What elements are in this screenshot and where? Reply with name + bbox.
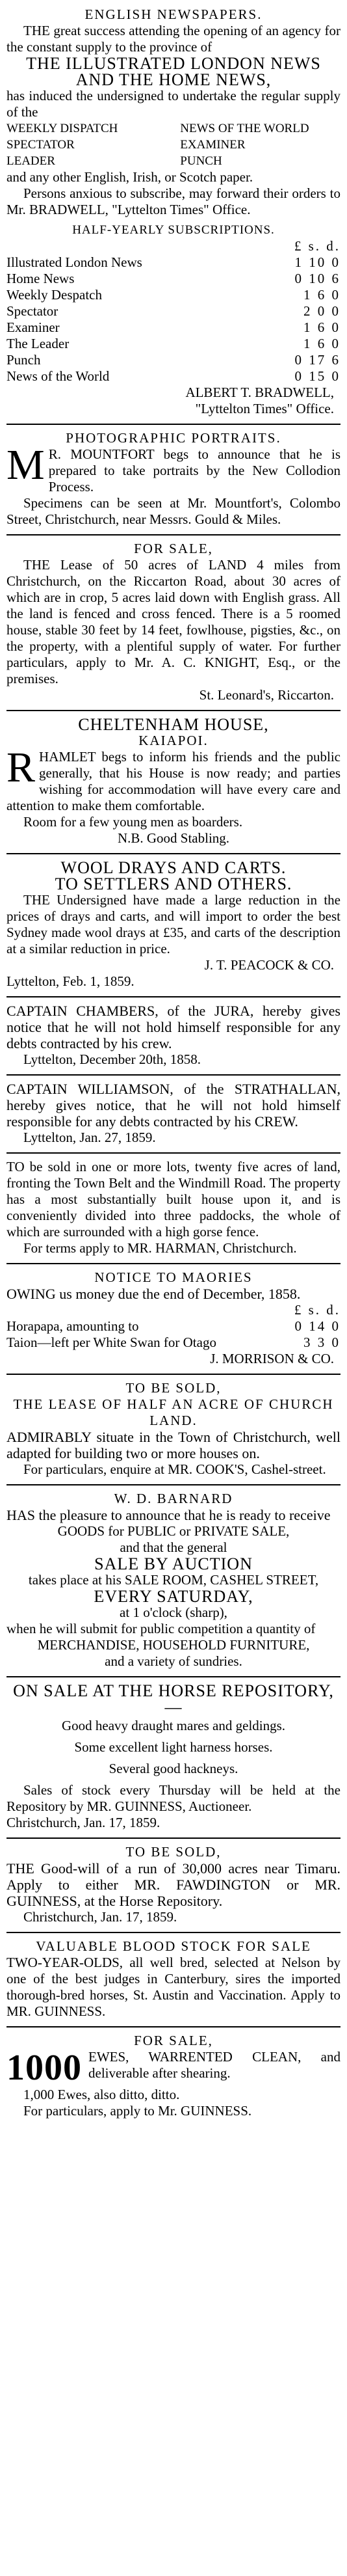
ad-title: W. D. BARNARD: [114, 1491, 233, 1506]
ad-body: Persons anxious to subscribe, may forward their orders to Mr. BRADWELL, "Lyttelton Times" Office.: [6, 185, 341, 217]
date: Lyttelton, Feb. 1, 1859.: [6, 973, 135, 989]
list-item: WEEKLY DISPATCH: [6, 122, 118, 135]
ad-body: has induced the undersigned to undertake the regular supply of the: [6, 88, 341, 120]
ad-line: For particulars, apply to Mr. GUINNESS.: [23, 2103, 252, 2119]
list-item: LEADER: [6, 154, 55, 168]
ad-body: and any other English, Irish, or Scotch paper.: [6, 169, 253, 185]
paper-title: THE ILLUSTRATED LONDON NEWS: [26, 54, 321, 73]
barnard-ad: [6, 1485, 341, 1676]
ad-body: THE Good-will of a run of 30,000 acres near Timaru. Apply to either MR. FAWDINGTON or MR. GUINNESS, at the Horse Repository.: [6, 1860, 341, 1909]
table-row: Spectator 2 0 0: [6, 303, 341, 319]
table-header: £ s. d.: [294, 1302, 341, 1318]
ad-body: Room for a few young men as boarders.: [23, 814, 243, 830]
ad-line: Several good hackneys.: [109, 1761, 238, 1776]
ad-line: 1,000 Ewes, also ditto, ditto.: [23, 2087, 180, 2102]
subscriptions-title: HALF-YEARLY SUBSCRIPTIONS.: [72, 223, 275, 237]
ad-body: R. MOUNTFORT begs to announce that he is prepared to take portraits by the New Collodion Process.: [48, 446, 341, 495]
drop-cap: M: [6, 441, 45, 489]
table-row: Home News 0 10 6: [6, 271, 341, 286]
table-row: News of the World 0 15 0: [6, 368, 341, 384]
paper-list: [6, 120, 341, 169]
ad-body: HAMLET begs to inform his friends and the public generally, that his House is now ready; and parties wishing for accommodation will have every care and attention to make them comfortable.: [6, 749, 341, 813]
table-row: Horapapa, amounting to 0 14 0: [6, 1318, 341, 1334]
ad-line: Good heavy draught mares and geldings.: [61, 1718, 286, 1733]
maories-notice: [6, 1264, 341, 1374]
town-belt-ad: [6, 1154, 341, 1263]
run-sale-ad: [6, 1839, 341, 1932]
list-item: PUNCH: [180, 154, 222, 168]
ad-title: VALUABLE BLOOD STOCK FOR SALE: [36, 1938, 311, 1954]
list-item: EXAMINER: [180, 138, 246, 152]
signature: ALBERT T. BRADWELL,: [185, 385, 334, 400]
horse-repository-ad: [6, 1677, 341, 1837]
ad-title: TO BE SOLD,: [125, 1380, 222, 1396]
ad-body: CAPTAIN CHAMBERS, of the JURA, hereby gives notice that he will not hold himself responsible for any debts contracted by his crew.: [6, 1003, 341, 1051]
ad-title: FOR SALE,: [134, 2033, 213, 2048]
ad-line: takes place at his SALE ROOM, CASHEL STREET,: [28, 1572, 319, 1588]
ad-body: when he will submit for public competition a quantity of: [6, 1621, 316, 1636]
table-row: Illustrated London News 1 10 0: [6, 254, 341, 270]
ad-body: Sales of stock every Thursday will be held at the Repository by MR. GUINNESS, Auctioneer.: [6, 1782, 341, 1814]
table-row: Examiner 1 6 0: [6, 319, 341, 335]
ad-subtitle: THE LEASE OF HALF AN ACRE OF CHURCH LAND.: [13, 1396, 334, 1428]
date: Lyttelton, December 20th, 1858.: [23, 1051, 201, 1067]
ad-subtitle: TO SETTLERS AND OTHERS.: [55, 874, 292, 893]
table-row: Taion—left per White Swan for Otago 3 3 0: [6, 1335, 341, 1350]
wool-drays-ad: [6, 854, 341, 996]
ewes-count: 1000: [6, 2048, 82, 2088]
ad-body: THE Undersigned have made a large reduction in the prices of drays and carts, and will import to order the best Sydney made wool drays at £35, and carts of the description at a similar reduction in price.: [6, 892, 341, 956]
ad-subtitle: KAIAPOI.: [138, 733, 209, 748]
ad-body: For particulars, enquire at MR. COOK'S, Cashel-street.: [23, 1461, 326, 1477]
ad-body: THE Lease of 50 acres of LAND 4 miles from Christchurch, on the Riccarton Road, about 30 acres of which are in crop, 5 acres laid down with English grass. All the land is fenced and cross fenced. There is a 5 roomed house, stable 30 feet by 14 feet, fowlhouse, pigsties, &c., on the property, with a plentiful supply of water. For further particulars, apply to Mr. A. C. KNIGHT, Esq., or the premises.: [6, 557, 341, 686]
date: Lyttelton, Jan. 27, 1859.: [23, 1130, 156, 1145]
ad-line: Some excellent light harness horses.: [74, 1739, 273, 1755]
newspaper-column: [6, 0, 341, 2126]
ad-line: MERCHANDISE, HOUSEHOLD FURNITURE,: [37, 1637, 310, 1653]
ad-line: GOODS for PUBLIC or PRIVATE SALE,: [57, 1523, 290, 1539]
address: St. Leonard's, Riccarton.: [199, 687, 334, 703]
ad-line: at 1 o'clock (sharp),: [120, 1605, 227, 1620]
ad-body: EWES, WARRENTED CLEAN, and deliverable after shearing.: [88, 2049, 341, 2081]
list-item: NEWS OF THE WORLD: [180, 122, 309, 135]
ad-body: HAS the pleasure to announce that he is ready to receive: [6, 1507, 331, 1523]
english-newspapers-ad: [6, 1, 341, 424]
ad-title: TO BE SOLD,: [125, 1844, 222, 1860]
ad-note: N.B. Good Stabling.: [117, 830, 230, 846]
date: Christchurch, Jan. 17, 1859.: [23, 1909, 177, 1925]
ewes-ad: [6, 2027, 341, 2126]
ad-title: PHOTOGRAPHIC PORTRAITS.: [66, 430, 281, 446]
ad-line: SALE BY AUCTION: [94, 1554, 253, 1573]
ad-line: and that the general: [120, 1539, 227, 1555]
signature: "Lyttelton Times" Office.: [195, 401, 334, 416]
table-row: Weekly Despatch 1 6 0: [6, 287, 341, 303]
ad-body: For terms apply to MR. HARMAN, Christchurch.: [23, 1240, 297, 1256]
list-item: SPECTATOR: [6, 138, 75, 152]
ad-title: ENGLISH NEWSPAPERS.: [84, 7, 263, 22]
ad-body: CAPTAIN WILLIAMSON, of the STRATHALLAN, hereby gives notice, that he will not hold himself responsible for any debts contracted by his CREW.: [6, 1081, 341, 1130]
date: Christchurch, Jan. 17, 1859.: [6, 1815, 161, 1830]
cheltenham-ad: [6, 711, 341, 853]
church-land-ad: [6, 1375, 341, 1484]
subscriptions-header: £ s. d.: [294, 238, 341, 254]
photographic-ad: [6, 425, 341, 534]
ad-line: EVERY SATURDAY,: [94, 1587, 253, 1606]
ad-body: OWING us money due the end of December, 1858.: [6, 1286, 301, 1302]
ad-body: ADMIRABLY situate in the Town of Christchurch, well adapted for building two or more houses on.: [6, 1429, 341, 1461]
ad-title: CHELTENHAM HOUSE,: [78, 715, 269, 734]
paper-title: AND THE HOME NEWS,: [75, 70, 272, 89]
ad-title: WOOL DRAYS AND CARTS.: [60, 858, 287, 877]
ad-body: TO be sold in one or more lots, twenty five acres of land, fronting the Town Belt and the Windmill Road. The property has a most substantially built house upon it, and is conveniently divided into three paddocks, the whole of which are surrounded with a high gorse fence.: [6, 1159, 341, 1240]
land-sale-ad: [6, 536, 341, 710]
table-row: Punch 0 17 6: [6, 352, 341, 368]
ad-body: TWO-YEAR-OLDS, all well bred, selected at Nelson by one of the best judges in Canterbury, sires the imported thorough-bred horses, St. Austin and Vaccination. Apply to MR. GUINNESS.: [6, 1955, 341, 2019]
signature: J. T. PEACOCK & CO.: [204, 957, 334, 973]
ad-body: Specimens can be seen at Mr. Mountfort's, Colombo Street, Christchurch, near Messrs. Gould & Miles.: [6, 495, 341, 527]
ad-title: ON SALE AT THE HORSE REPOSITORY,—: [13, 1681, 334, 1716]
drop-cap: R: [6, 744, 36, 791]
table-row: The Leader 1 6 0: [6, 336, 341, 351]
ad-body: THE great success attending the opening of an agency for the constant supply to the province of: [6, 23, 341, 55]
blood-stock-ad: [6, 1933, 341, 2026]
ad-line: and a variety of sundries.: [105, 1653, 242, 1669]
ad-title: FOR SALE,: [134, 541, 213, 556]
ad-title: NOTICE TO MAORIES: [94, 1269, 253, 1285]
chambers-notice: [6, 997, 341, 1074]
williamson-notice: [6, 1076, 341, 1152]
signature: J. MORRISON & CO.: [210, 1351, 334, 1366]
